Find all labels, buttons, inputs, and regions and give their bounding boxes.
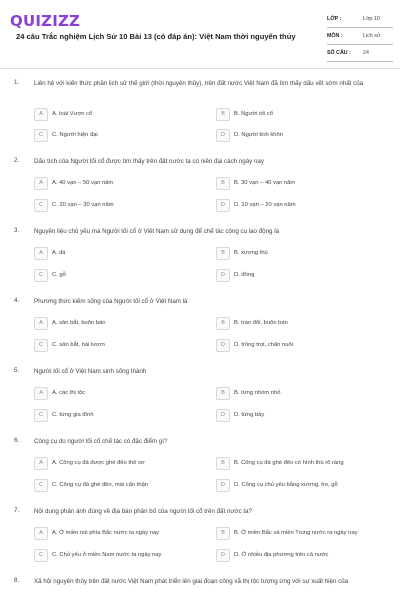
header-divider [0, 68, 400, 69]
option-text: A. các thị tộc [52, 390, 86, 396]
option-letter-box[interactable]: C [34, 269, 48, 282]
option-letter-box[interactable]: C [34, 129, 48, 142]
option-text: B. 30 vạn – 40 vạn năm [234, 180, 296, 186]
question-number: 6. [14, 437, 20, 444]
option-letter-box[interactable]: C [34, 479, 48, 492]
meta-value: Lớp 10 [363, 16, 380, 22]
option-text: B. Người tối cổ [234, 111, 273, 117]
question-number: 4. [14, 297, 20, 304]
meta-value: Lịch sử [363, 33, 381, 39]
question-number: 2. [14, 157, 20, 164]
meta-label: SỐ CÂU : [327, 50, 351, 56]
option-letter-box[interactable]: A [34, 317, 48, 330]
option-text: C. Chủ yếu ở miền Nam nước ta ngày nay [52, 552, 162, 558]
meta-row-count [327, 46, 393, 62]
option-letter-box[interactable]: C [34, 339, 48, 352]
option-letter-box[interactable]: D [216, 409, 230, 422]
option-text: A. đá [52, 250, 66, 256]
option-letter-box[interactable]: D [216, 129, 230, 142]
option-text: C. Công cụ đá ghè đẽo, mài cẩn thận [52, 482, 149, 488]
option-text: C. săn bắt, hái lượm [52, 342, 105, 348]
question-text: Liên hệ với kiến thức phần lịch sử thế giới (thời nguyên thủy), trên đất nước Việt Nam đã tìm thấy dấu vết sớm nhất của [34, 80, 364, 87]
option-text: D. Ở nhiều địa phương trên cả nước [234, 552, 329, 558]
option-letter-box[interactable]: C [34, 549, 48, 562]
option-letter-box[interactable]: B [216, 387, 230, 400]
quizizz-logo[interactable]: QUIZIZZ [10, 12, 81, 30]
option-text: C. từng gia đình [52, 412, 94, 418]
option-letter-box[interactable]: A [34, 387, 48, 400]
option-text: D. trồng trọt, chăn nuôi [234, 342, 293, 348]
option-text: B. trao đổi, buôn bán [234, 320, 288, 326]
option-text: B. Ở miền Bắc và miền Trung nước ra ngày nay [234, 530, 358, 536]
option-text: B. xương thú [234, 250, 268, 256]
question-text: Dấu tích của Người tối cổ được tìm thấy trên đất nước ta có niên đại cách ngày nay [34, 158, 264, 165]
question-text: Xã hội nguyên thủy trên đất nước Việt Nam phát triển lên giai đoạn công xã thị tộc tương ứng với sự xuất hiện của [34, 578, 349, 585]
meta-label: MÔN : [327, 33, 343, 39]
question-text: Người tối cổ ở Việt Nam sinh sống thành [34, 368, 147, 375]
option-letter-box[interactable]: A [34, 457, 48, 470]
question-text: Phương thức kiếm sống của Người tối cổ ở Việt Nam là [34, 298, 188, 305]
option-letter-box[interactable]: B [216, 457, 230, 470]
question-text: Nội dung phản ánh đúng về địa bàn phân bố của người tối cổ trên đất nước ta? [34, 508, 252, 515]
option-letter-box[interactable]: A [34, 247, 48, 260]
option-letter-box[interactable]: D [216, 479, 230, 492]
option-letter-box[interactable]: D [216, 199, 230, 212]
option-letter-box[interactable]: B [216, 247, 230, 260]
option-letter-box[interactable]: B [216, 177, 230, 190]
option-text: B. Công cụ đá ghè đẽo có hình thù rõ ràng [234, 460, 344, 466]
option-letter-box[interactable]: B [216, 108, 230, 121]
option-text: A. săn bắt, buôn bán [52, 320, 106, 326]
option-letter-box[interactable]: B [216, 317, 230, 330]
option-text: A. loài Vượn cổ [52, 111, 93, 117]
option-text: C. Người hiện đại [52, 132, 98, 138]
option-letter-box[interactable]: D [216, 339, 230, 352]
option-letter-box[interactable]: A [34, 108, 48, 121]
option-letter-box[interactable]: A [34, 177, 48, 190]
option-letter-box[interactable]: D [216, 549, 230, 562]
question-text: Nguyên liệu chủ yếu mà Người tối cổ ở Việt Nam sử dụng để chế tác công cụ lao động là [34, 228, 280, 235]
option-letter-box[interactable]: B [216, 527, 230, 540]
option-text: A. 40 vạn – 50 vạn năm [52, 180, 114, 186]
option-text: B. từng nhóm nhỏ [234, 390, 281, 396]
option-letter-box[interactable]: A [34, 527, 48, 540]
option-text: D. 10 vạn – 20 vạn năm [234, 202, 296, 208]
option-text: D. từng bầy [234, 412, 265, 418]
option-text: D. Người tinh khôn [234, 132, 283, 138]
question-number: 5. [14, 367, 20, 374]
worksheet-meta [327, 12, 393, 63]
question-number: 1. [14, 79, 20, 86]
worksheet-title: 24 câu Trắc nghiệm Lịch Sử 10 Bài 13 (có đáp án): Việt Nam thời nguyên thủy [16, 32, 296, 41]
option-text: A. Ở miền núi phía Bắc nước ta ngày nay [52, 530, 160, 536]
option-letter-box[interactable]: C [34, 409, 48, 422]
option-text: C. gỗ [52, 272, 66, 278]
option-text: D. đồng [234, 272, 255, 278]
option-text: A. Công cụ đá được ghè đẽo thô sơ [52, 460, 145, 466]
question-number: 7. [14, 507, 20, 514]
option-letter-box[interactable]: C [34, 199, 48, 212]
option-letter-box[interactable]: D [216, 269, 230, 282]
question-number: 3. [14, 227, 20, 234]
question-text: Công cụ do người tối cổ chế tác có đặc điểm gì? [34, 438, 168, 445]
meta-value: 24 [363, 50, 369, 56]
meta-row-class [327, 12, 393, 28]
option-text: D. Công cụ chủ yếu bằng xương, tre, gỗ [234, 482, 338, 488]
question-number: 8. [14, 577, 20, 584]
meta-row-subject [327, 29, 393, 45]
worksheet-header [0, 0, 400, 66]
meta-label: LỚP : [327, 16, 342, 22]
option-text: C. 20 vạn – 30 vạn năm [52, 202, 114, 208]
